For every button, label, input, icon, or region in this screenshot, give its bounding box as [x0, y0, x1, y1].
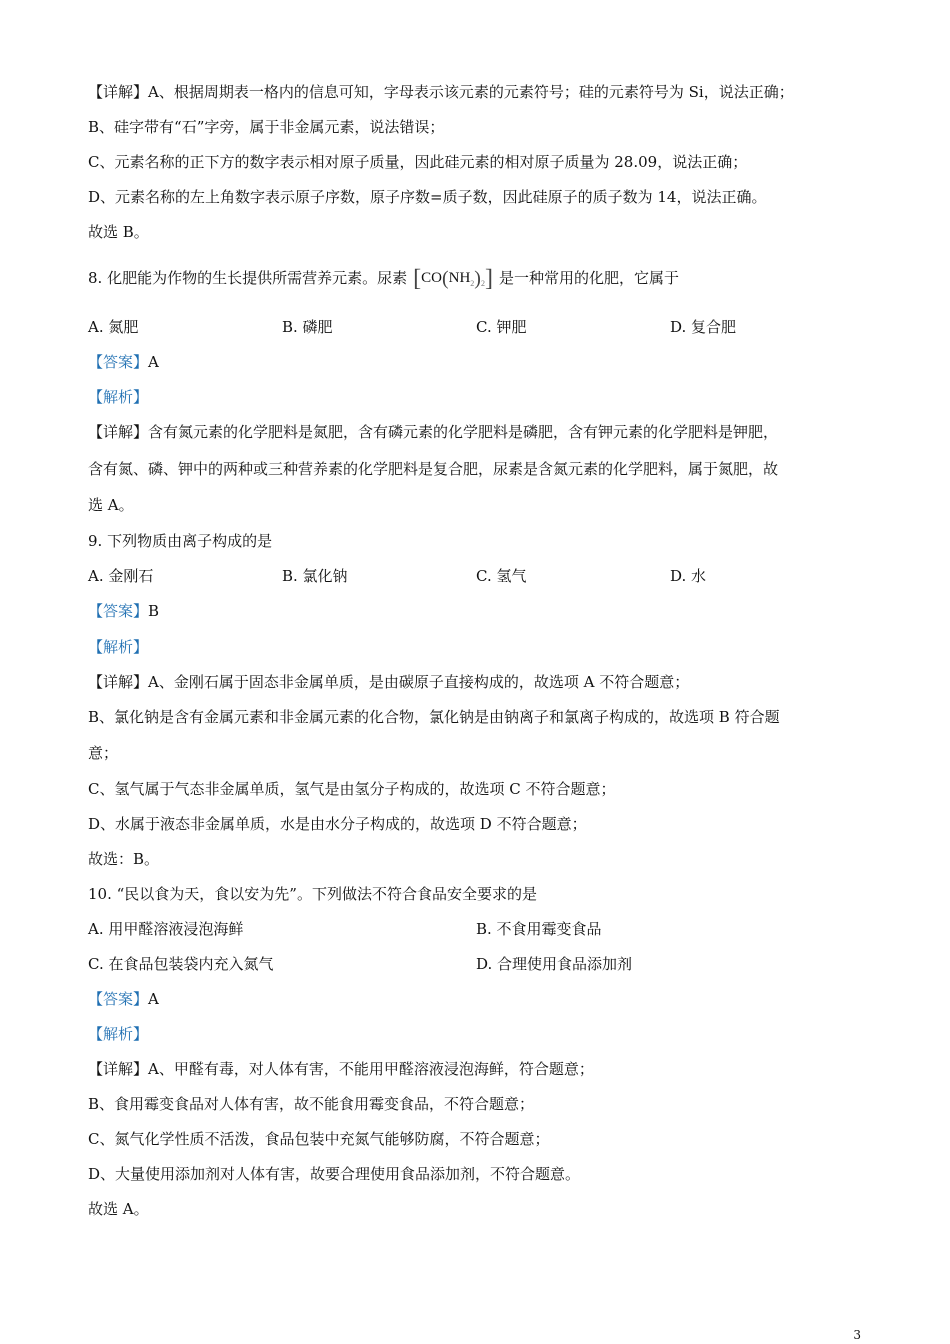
- q10-analysis-tag: 【解析】: [88, 1025, 149, 1043]
- q10-answer-value: A: [148, 990, 159, 1008]
- q9-option-a: A. 金刚石: [88, 567, 154, 585]
- detail-tag: 【详解】: [88, 673, 149, 691]
- q10-option-d: D. 合理使用食品添加剂: [476, 955, 633, 973]
- q9-option-b: B. 氯化钠: [282, 567, 348, 585]
- q10-detail-text-1: A、甲醛有毒，对人体有害，不能用甲醛溶液浸泡海鲜，符合题意；: [148, 1060, 594, 1078]
- q10-stem: 10. “民以食为天，食以安为先”。下列做法不符合食品安全要求的是: [88, 885, 537, 903]
- formula-co: CO: [421, 270, 442, 286]
- page-number: 3: [853, 1328, 861, 1342]
- q9-conclusion: 故选：B。: [88, 850, 160, 868]
- detail-tag: 【详解】: [88, 1060, 149, 1078]
- q9-stem: 9. 下列物质由离子构成的是: [88, 532, 273, 550]
- q10-detail-line-4: D、大量使用添加剂对人体有害，故要合理使用食品添加剂，不符合题意。: [88, 1165, 581, 1183]
- q8-detail-line-3: 选 A。: [88, 496, 134, 514]
- answer-tag: 【答案】: [88, 990, 149, 1008]
- q8-detail-line-1: [88, 422, 778, 442]
- q9-detail-line-1: [88, 672, 689, 692]
- q9-option-d: D. 水: [670, 567, 707, 585]
- q8-analysis-tag: 【解析】: [88, 388, 149, 406]
- urea-formula: [413, 265, 493, 294]
- formula-subscript-1: 2: [470, 279, 475, 288]
- detail-tag: 【详解】: [88, 423, 149, 441]
- q7-detail-line-4: D、元素名称的左上角数字表示原子序数，原子序数=质子数，因此硅原子的质子数为 14，说法正确。: [88, 188, 767, 206]
- formula-bracket-left: [: [413, 265, 422, 292]
- q7-conclusion: 故选 B。: [88, 223, 149, 241]
- q8-answer: [88, 352, 159, 372]
- q10-option-c: C. 在食品包装袋内充入氮气: [88, 955, 274, 973]
- q8-option-a: A. 氮肥: [88, 318, 139, 336]
- q9-answer: [88, 601, 159, 621]
- q9-detail-text-1: A、金刚石属于固态非金属单质，是由碳原子直接构成的，故选项 A 不符合题意；: [148, 673, 690, 691]
- q8-detail-text-1: 含有氮元素的化学肥料是氮肥，含有磷元素的化学肥料是磷肥，含有钾元素的化学肥料是钾肥，: [148, 423, 779, 441]
- q8-stem-part-1: 8. 化肥能为作物的生长提供所需营养元素。尿素: [88, 269, 408, 287]
- q9-option-c: C. 氢气: [476, 567, 527, 585]
- formula-bracket-right: ]: [484, 265, 493, 292]
- q8-answer-value: A: [148, 353, 159, 371]
- q9-detail-line-2: B、氯化钠是含有金属元素和非金属元素的化合物，氯化钠是由钠离子和氯离子构成的，故选项 B 符合题: [88, 708, 780, 726]
- q10-detail-line-1: [88, 1059, 594, 1079]
- q10-answer: [88, 989, 159, 1009]
- q7-detail-line-3: C、元素名称的正下方的数字表示相对原子质量，因此硅元素的相对原子质量为 28.09，说法正确；: [88, 153, 748, 171]
- q7-detail-line-1: [88, 82, 794, 102]
- q7-detail-text-1: A、根据周期表一格内的信息可知，字母表示该元素的元素符号；硅的元素符号为 Si，说法正确；: [148, 83, 794, 101]
- q10-option-a: A. 用甲醛溶液浸泡海鲜: [88, 920, 244, 938]
- detail-tag: 【详解】: [88, 83, 149, 101]
- answer-tag: 【答案】: [88, 602, 149, 620]
- formula-paren-right: ): [474, 267, 481, 290]
- q7-detail-line-2: B、硅字带有“石”字旁，属于非金属元素，说法错误；: [88, 118, 445, 136]
- q9-answer-value: B: [148, 602, 160, 620]
- q10-conclusion: 故选 A。: [88, 1200, 149, 1218]
- q10-detail-line-2: B、食用霉变食品对人体有害，故不能食用霉变食品，不符合题意；: [88, 1095, 535, 1113]
- formula-subscript-2: 2: [480, 279, 485, 288]
- q9-detail-line-4: C、氢气属于气态非金属单质，氢气是由氢分子构成的，故选项 C 不符合题意；: [88, 780, 616, 798]
- q9-analysis-tag: 【解析】: [88, 638, 149, 656]
- q8-option-b: B. 磷肥: [282, 318, 333, 336]
- q8-option-d: D. 复合肥: [670, 318, 737, 336]
- answer-tag: 【答案】: [88, 353, 149, 371]
- q9-detail-line-3: 意；: [88, 744, 119, 762]
- q8-stem-part-2: 是一种常用的化肥，它属于: [498, 269, 679, 287]
- q9-detail-line-5: D、水属于液态非金属单质，水是由水分子构成的，故选项 D 不符合题意；: [88, 815, 587, 833]
- q10-option-b: B. 不食用霉变食品: [476, 920, 602, 938]
- q8-detail-line-2: 含有氮、磷、钾中的两种或三种营养素的化学肥料是复合肥，尿素是含氮元素的化学肥料，属于氮肥，故: [88, 460, 779, 478]
- q8-stem: [88, 265, 679, 295]
- q10-detail-line-3: C、氮气化学性质不活泼，食品包装中充氮气能够防腐，不符合题意；: [88, 1130, 550, 1148]
- formula-paren-left: (: [441, 267, 449, 290]
- formula-nh: NH: [448, 270, 471, 286]
- q8-option-c: C. 钾肥: [476, 318, 527, 336]
